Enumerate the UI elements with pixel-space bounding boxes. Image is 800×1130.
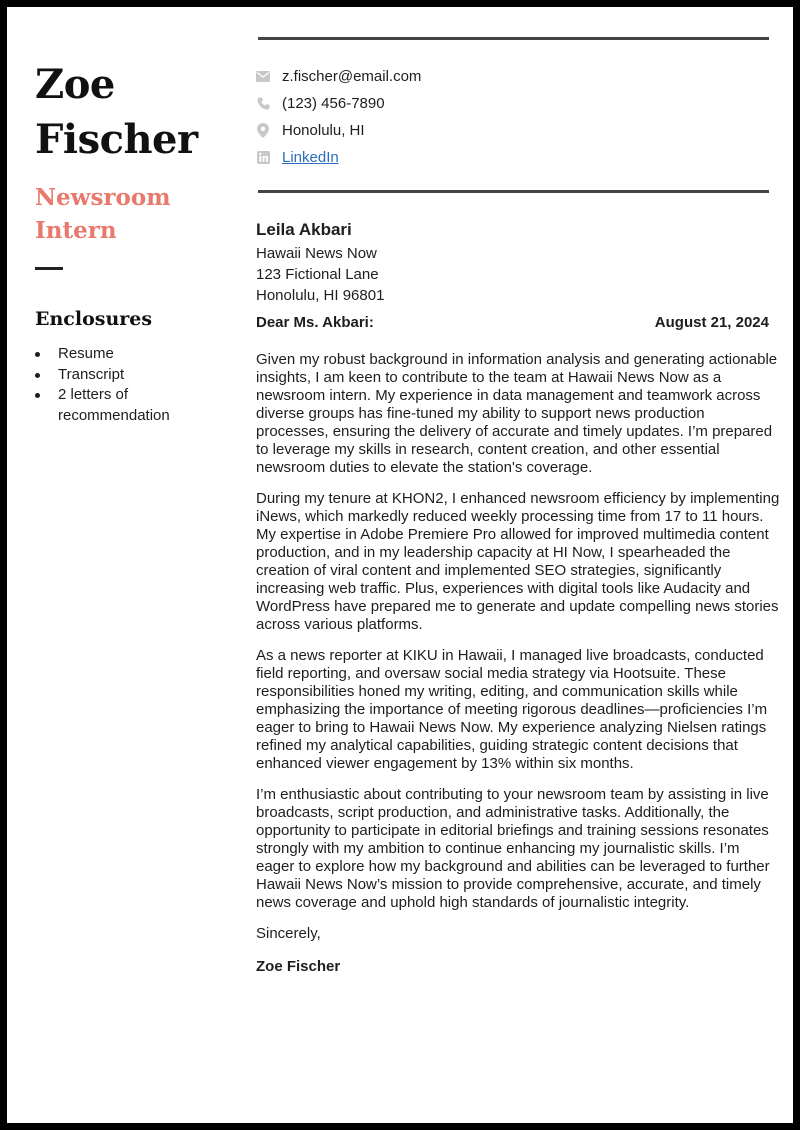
enclosure-label: Resume [58, 345, 114, 362]
enclosure-label: Transcript [58, 365, 125, 383]
enclosures-list [35, 344, 225, 426]
bullet-icon [35, 352, 40, 357]
enclosure-item [35, 344, 225, 365]
contact-rule [258, 190, 769, 193]
contact-phone [256, 90, 756, 117]
recipient-company: Hawaii News Now [256, 245, 377, 262]
cover-letter-page [7, 7, 793, 1123]
candidate-role-line: Newsroom [35, 184, 171, 211]
contact-linkedin [256, 144, 756, 171]
phone-icon [256, 97, 270, 111]
enclosure-item [35, 385, 225, 426]
signature-name: Zoe Fischer [256, 958, 341, 975]
enclosure-item [35, 365, 225, 386]
bullet-icon [35, 393, 40, 398]
phone-text[interactable]: (123) 456-7890 [282, 95, 385, 112]
email-text[interactable]: z.fischer@email.com [282, 68, 422, 85]
candidate-name [35, 57, 225, 167]
candidate-role [35, 181, 225, 247]
bullet-icon [35, 373, 40, 378]
contact-block [256, 63, 756, 171]
enclosures-title: Enclosures [35, 308, 153, 330]
salutation-row [256, 314, 769, 331]
left-column [35, 57, 225, 426]
linkedin-icon [256, 151, 270, 165]
candidate-role-line: Intern [35, 217, 117, 244]
envelope-icon [256, 70, 270, 84]
letter-body [256, 351, 781, 975]
recipient-city: Honolulu, HI 96801 [256, 287, 385, 304]
closing-text: Sincerely, [256, 925, 321, 942]
candidate-last-name: Fischer [35, 116, 198, 163]
location-text: Honolulu, HI [282, 122, 365, 139]
linkedin-link[interactable]: LinkedIn [282, 149, 339, 166]
letter-paragraph: Given my robust background in information analysis and generating actionable insights, I am keen to contribute to the team at Hawaii News Now as a newsroom intern. My experience in data management and teamwork across diverse groups has fine-tuned my ability to support news production processes, ensuring the delivery of accurate and timely updates. I’m prepared to leverage my skills in research, content creation, and other essential newsroom duties to elevate the station's coverage. [256, 351, 778, 476]
top-rule [258, 37, 769, 40]
enclosure-label: 2 letters of recommendation [58, 386, 170, 424]
recipient-name: Leila Akbari [256, 220, 352, 239]
letter-paragraph: As a news reporter at KIKU in Hawaii, I managed live broadcasts, conducted field reporting, and oversaw social media strategy via Hootsuite. These responsibilities honed my writing, editing, and communication skills while emphasizing the importance of meeting rigorous deadlines—proficiencies I’m eager to bring to Hawaii News Now. My experience analyzing Nielsen ratings refined my analytical capabilities, guiding strategic content decisions that enhanced viewer engagement by 13% within six months. [256, 647, 768, 772]
candidate-first-name: Zoe [35, 61, 115, 108]
letter-paragraph: I’m enthusiastic about contributing to your newsroom team by assisting in live broadcasts, script production, and administrative tasks. Additionally, the opportunity to participate in editorial briefings and training sessions resonates strongly with my ambition to continue enhancing my journalistic skills. I’m eager to explore how my background and abilities can be leveraged to further Hawaii News Now’s mission to provide comprehensive, accurate, and timely news coverage and uphold high standards of journalistic integrity. [256, 786, 770, 911]
letter-paragraph: During my tenure at KHON2, I enhanced newsroom efficiency by implementing iNews, which markedly reduced weekly processing time from 17 to 11 hours. My expertise in Adobe Premiere Pro allowed for improved multimedia content production, and in my leadership capacity at HI Now, I spearheaded the creation of viral content and implemented SEO strategies, significantly increasing web traffic. Plus, experiences with digital tools like Audacity and WordPress have prepared me to generate and update compelling news stories across various platforms. [256, 490, 780, 633]
recipient-block [256, 217, 776, 306]
contact-email [256, 63, 756, 90]
salutation: Dear Ms. Akbari: [256, 314, 374, 331]
letter-date: August 21, 2024 [654, 314, 769, 331]
divider-dash [35, 267, 63, 270]
recipient-street: 123 Fictional Lane [256, 266, 379, 283]
location-pin-icon [256, 124, 270, 138]
contact-location [256, 117, 756, 144]
